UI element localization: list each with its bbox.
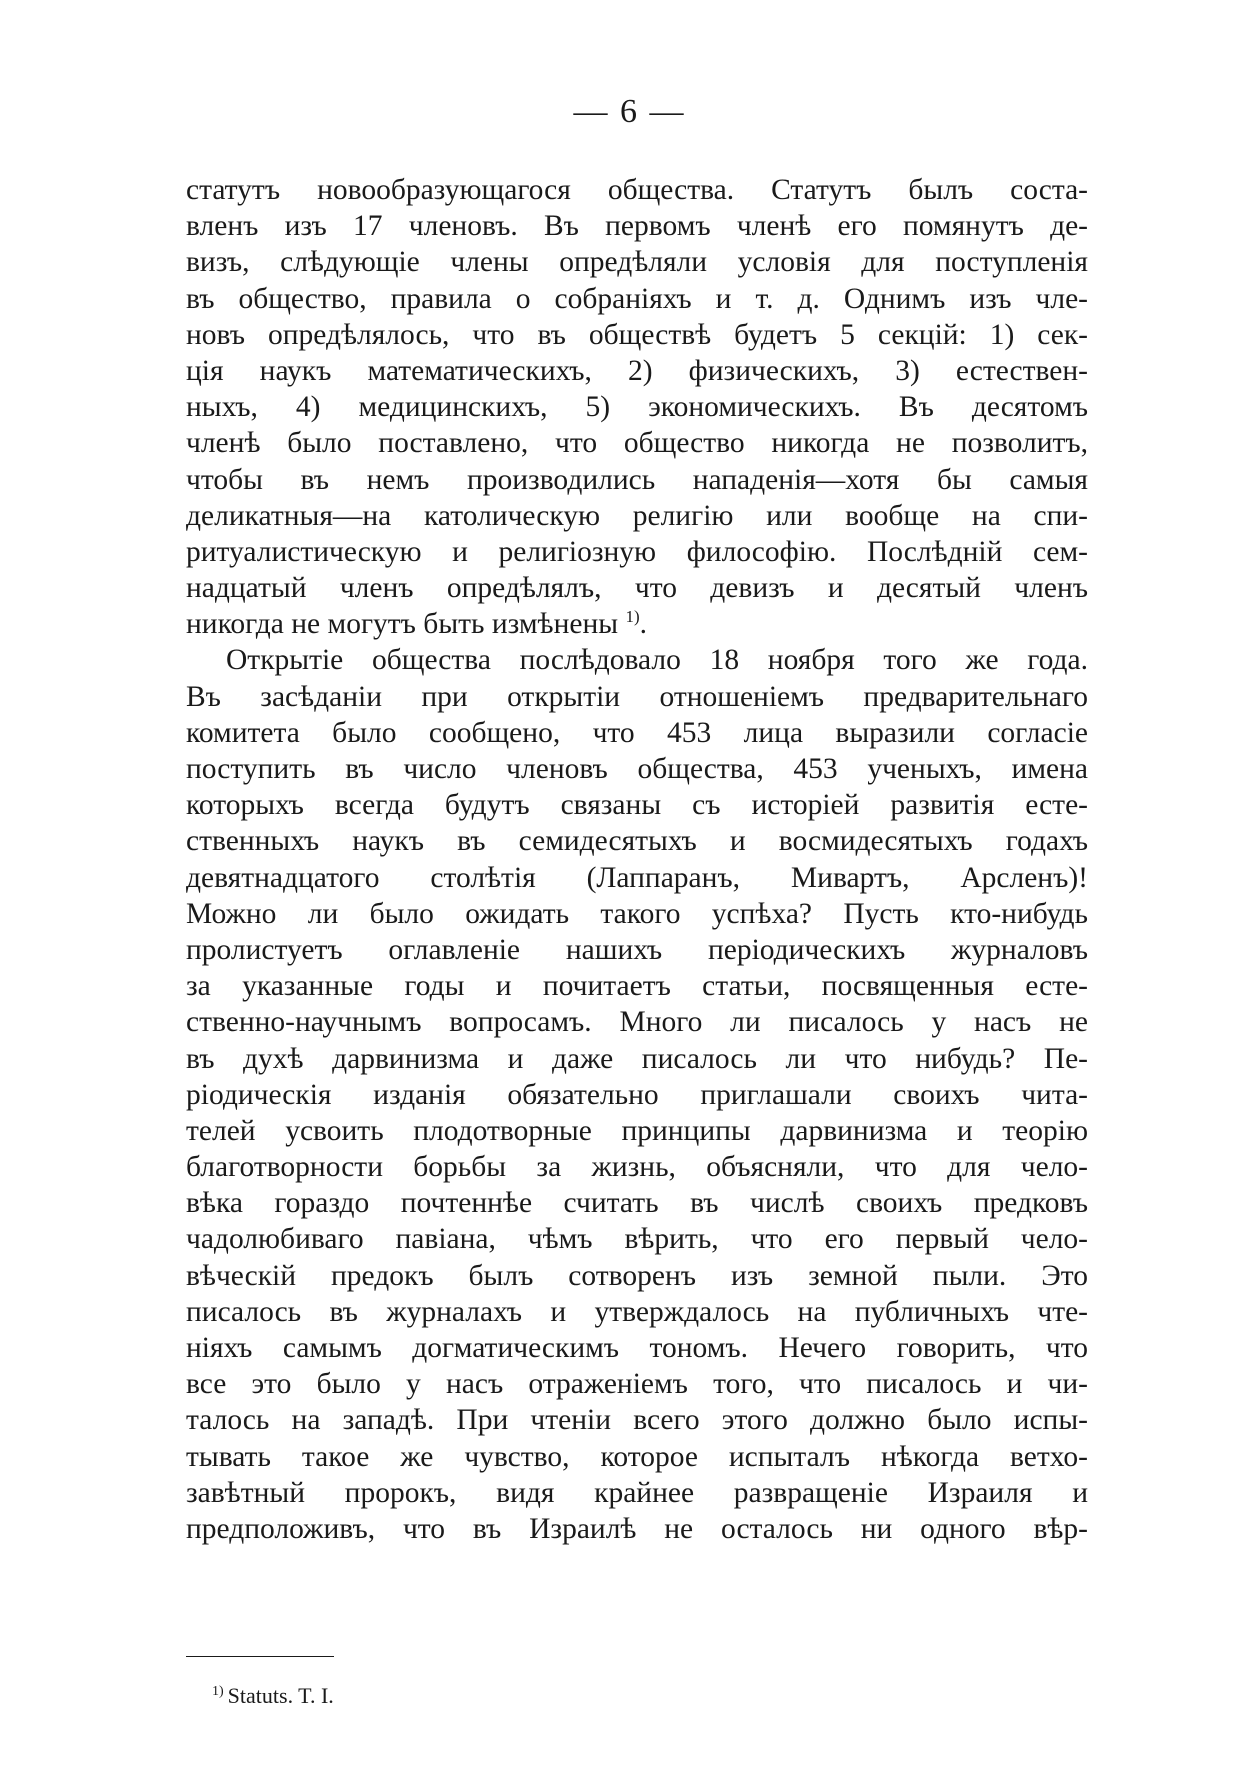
text-line: телей усвоить плодотворные принципы дарвинизма и теорію	[186, 1114, 1088, 1147]
text-line: Можно ли было ожидать такого успѣха? Пусть кто-нибудь	[186, 897, 1088, 930]
text-line-last	[186, 606, 1088, 642]
text-line: Открытіе общества послѣдовало 18 ноября того же года.	[226, 644, 1088, 677]
text-line: благотворности борьбы за жизнь, объясняли, что для чело-	[186, 1151, 1088, 1184]
text-line: завѣтный пророкъ, видя крайнее развращеніе Израиля и	[186, 1476, 1088, 1509]
text-line: деликатныя—на католическую религію или вообще на спи-	[186, 499, 1088, 532]
text-line: ніяхъ самымъ догматическимъ тономъ. Нечего говорить, что	[186, 1332, 1088, 1364]
text-line: вленъ изъ 17 членовъ. Въ первомъ членѣ его помянутъ де-	[186, 210, 1088, 243]
text-line: все это было у насъ отраженіемъ того, что писалось и чи-	[186, 1368, 1088, 1401]
text-line: за указанные годы и почитаетъ статьи, посвященныя есте-	[186, 970, 1088, 1003]
footnote-divider	[186, 1656, 334, 1657]
paragraph-2	[186, 642, 1088, 1547]
text-line: чадолюбиваго павіана, чѣмъ вѣрить, что его первый чело-	[186, 1223, 1088, 1256]
text-line: визъ, слѣдующіе члены опредѣляли условія для поступленія	[186, 246, 1088, 279]
main-text	[186, 172, 1088, 1547]
footnote-reference: 1)	[625, 607, 640, 627]
text-line: въ общество, правила о собраніяхъ и т. д. Однимъ изъ чле-	[186, 282, 1088, 315]
text-line: комитета было сообщено, что 453 лица выразили согласіе	[186, 716, 1088, 749]
text-line: тывать такое же чувство, которое испыталъ нѣкогда ветхо-	[186, 1440, 1088, 1473]
page-number: — 6 —	[573, 93, 686, 130]
text-line: надцатый членъ опредѣлялъ, что девизъ и десятый членъ	[186, 572, 1088, 605]
text-line: новъ опредѣлялось, что въ обществѣ будетъ 5 секцій: 1) сек-	[186, 318, 1088, 351]
text-line: Въ засѣданіи при открытіи отношеніемъ предварительнаго	[186, 680, 1088, 713]
text-line: чтобы въ немъ производились нападенія—хотя бы самыя	[186, 463, 1088, 496]
text-line: ственно-научнымъ вопросамъ. Много ли писалось у насъ не	[186, 1006, 1088, 1039]
footnote-text: Statuts. T. I.	[227, 1683, 334, 1708]
text-line: вѣка гораздо почтеннѣе считать въ числѣ своихъ предковъ	[186, 1187, 1088, 1220]
text-line: вѣческій предокъ былъ сотворенъ изъ земной пыли. Это	[186, 1259, 1088, 1292]
text-line: которыхъ всегда будутъ связаны съ исторіей развитія есте-	[186, 789, 1088, 822]
text-line: ритуалистическую и религіозную философію. Послѣдній сем-	[186, 535, 1088, 568]
text-line: поступить въ число членовъ общества, 453 ученыхъ, имена	[186, 753, 1088, 785]
text-line: предположивъ, что въ Израилѣ не осталось ни одного вѣр-	[186, 1512, 1088, 1545]
paragraph-1	[186, 172, 1088, 642]
footnote-marker: 1)	[212, 1683, 224, 1699]
last-line-end: .	[639, 608, 647, 641]
text-line: членѣ было поставлено, что общество никогда не позволитъ,	[186, 427, 1088, 460]
text-line: ственныхъ наукъ въ семидесятыхъ и восмидесятыхъ годахъ	[186, 825, 1088, 858]
text-line: пролистуетъ оглавленіе нашихъ періодическихъ журналовъ	[186, 933, 1088, 966]
text-line: статутъ новообразующагося общества. Статутъ былъ соста-	[186, 174, 1088, 206]
text-line: въ духѣ дарвинизма и даже писалось ли что нибудь? Пе-	[186, 1042, 1088, 1075]
text-line: ція наукъ математическихъ, 2) физическихъ, 3) естествен-	[186, 354, 1088, 387]
text-line: девятнадцатого столѣтія (Лаппаранъ, Мивартъ, Арсленъ)!	[186, 861, 1088, 894]
text-line: писалось въ журналахъ и утверждалось на публичныхъ чте-	[186, 1295, 1088, 1328]
text-line: талось на западѣ. При чтеніи всего этого должно было испы-	[186, 1404, 1088, 1437]
text-line: ріодическія изданія обязательно приглашали своихъ чита-	[186, 1078, 1088, 1111]
footnote	[212, 1682, 334, 1710]
last-line-text: никогда не могутъ быть измѣнены	[186, 608, 619, 641]
text-line: ныхъ, 4) медицинскихъ, 5) экономическихъ. Въ десятомъ	[186, 391, 1088, 424]
